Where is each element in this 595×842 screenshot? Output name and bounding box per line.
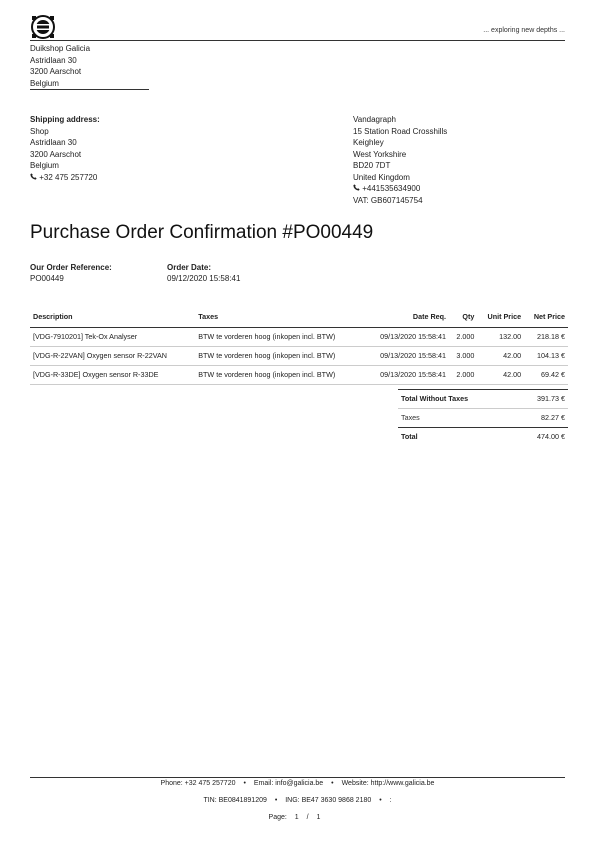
- line-date-req: 09/13/2020 15:58:41: [364, 328, 449, 347]
- shipping-street: Astridlaan 30: [30, 138, 77, 147]
- vendor-address: [353, 114, 447, 206]
- shipping-name: Shop: [30, 126, 49, 136]
- footer-phone: Phone: +32 475 257720: [160, 780, 236, 787]
- shipping-city: 3200 Aarschot: [30, 149, 82, 159]
- footer-bullet: •: [379, 797, 382, 804]
- footer-ing: ING: BE47 3630 9868 2180: [285, 797, 372, 804]
- line-date-req: 09/13/2020 15:58:41: [364, 347, 449, 366]
- totals-table: [398, 389, 568, 446]
- col-description: Description: [30, 309, 195, 328]
- order-reference: [30, 263, 112, 284]
- line-taxes: BTW te vorderen hoog (inkopen incl. BTW): [195, 366, 364, 385]
- order-reference-label: Our Order Reference:: [30, 263, 112, 272]
- total-untaxed-row: [398, 390, 568, 409]
- line-taxes: BTW te vorderen hoog (inkopen incl. BTW): [195, 328, 364, 347]
- line-description: [VDG-7910201] Tek-Ox Analyser: [30, 328, 195, 347]
- total-taxes-label: Taxes: [398, 409, 514, 428]
- line-unit-price: 42.00: [477, 366, 524, 385]
- total-taxes-row: [398, 409, 568, 428]
- company-country: Belgium: [30, 78, 149, 91]
- table-row: [30, 366, 568, 385]
- total-untaxed-value: 391.73 €: [514, 390, 568, 409]
- vendor-postcode: BD20 7DT: [353, 161, 391, 170]
- line-net-price: 104.13 €: [524, 347, 568, 366]
- order-lines-table: [30, 309, 568, 385]
- company-address: [30, 43, 149, 90]
- shipping-label: Shipping address:: [30, 115, 100, 124]
- grand-total-row: [398, 428, 568, 447]
- shipping-address: [30, 114, 100, 183]
- vendor-county: West Yorkshire: [353, 149, 407, 159]
- line-net-price: 218.18 €: [524, 328, 568, 347]
- footer-bank: [0, 797, 595, 804]
- page-title: Purchase Order Confirmation #PO00449: [30, 222, 374, 243]
- col-net-price: Net Price: [524, 309, 568, 328]
- shipping-phone-row: [30, 172, 100, 184]
- footer-bullet: •: [274, 797, 278, 804]
- line-unit-price: 42.00: [477, 347, 524, 366]
- table-header-row: [30, 309, 568, 328]
- footer-website: Website: http://www.galicia.be: [341, 780, 435, 787]
- vendor-phone: +441535634900: [362, 184, 421, 194]
- footer-contact: [0, 780, 595, 787]
- company-street: Astridlaan 30: [30, 55, 77, 65]
- footer-tin: TIN: BE0841891209: [203, 797, 267, 804]
- company-city: 3200 Aarschot: [30, 67, 82, 76]
- company-name: Duikshop Galicia: [30, 44, 91, 53]
- line-qty: 2.000: [449, 328, 477, 347]
- line-qty: 2.000: [449, 366, 477, 385]
- col-taxes: Taxes: [195, 309, 364, 328]
- line-description: [VDG-R-22VAN] Oxygen sensor R-22VAN: [30, 347, 195, 366]
- line-net-price: 69.42 €: [524, 366, 568, 385]
- order-date: [167, 263, 240, 284]
- vendor-town: Keighley: [353, 138, 384, 147]
- total-untaxed-label: Total Without Taxes: [398, 390, 514, 409]
- line-unit-price: 132.00: [477, 328, 524, 347]
- footer-bullet: •: [243, 780, 246, 787]
- company-logo: [30, 14, 56, 40]
- line-taxes: BTW te vorderen hoog (inkopen incl. BTW): [195, 347, 364, 366]
- footer-email: Email: info@galicia.be: [253, 780, 324, 787]
- page-counter: [0, 814, 595, 821]
- vendor-country: United Kingdom: [353, 172, 410, 182]
- table-row: [30, 347, 568, 366]
- col-unit-price: Unit Price: [477, 309, 524, 328]
- line-qty: 3.000: [449, 347, 477, 366]
- vendor-phone-row: [353, 183, 447, 195]
- col-date-req: Date Req.: [364, 309, 449, 328]
- col-qty: Qty: [449, 309, 477, 328]
- shipping-phone: +32 475 257720: [39, 172, 98, 182]
- page-label: Page:: [268, 814, 287, 821]
- phone-icon: [353, 184, 362, 193]
- footer-colon: :: [389, 797, 392, 804]
- total-taxes-value: 82.27 €: [514, 409, 568, 428]
- page-current: 1: [294, 814, 299, 821]
- vendor-name: Vandagraph: [353, 115, 396, 124]
- footer-bullet: •: [331, 780, 334, 787]
- line-date-req: 09/13/2020 15:58:41: [364, 366, 449, 385]
- table-row: [30, 328, 568, 347]
- grand-total-label: Total: [401, 432, 418, 441]
- company-tagline: ... exploring new depths ...: [483, 27, 565, 34]
- order-reference-value: PO00449: [30, 273, 64, 283]
- page-slash: /: [306, 814, 309, 821]
- vendor-street: 15 Station Road Crosshills: [353, 126, 448, 136]
- shipping-country: Belgium: [30, 161, 59, 170]
- order-date-label: Order Date:: [167, 263, 212, 272]
- vendor-vat: VAT: GB607145754: [353, 195, 423, 205]
- header-divider: [30, 40, 565, 41]
- order-date-value: 09/12/2020 15:58:41: [167, 273, 241, 283]
- page-total: 1: [316, 814, 321, 821]
- phone-icon: [30, 173, 39, 182]
- galicia-logo-icon: [30, 14, 56, 40]
- footer-divider: [30, 777, 565, 778]
- line-description: [VDG-R-33DE] Oxygen sensor R-33DE: [30, 366, 195, 385]
- grand-total-value: 474.00 €: [537, 432, 565, 441]
